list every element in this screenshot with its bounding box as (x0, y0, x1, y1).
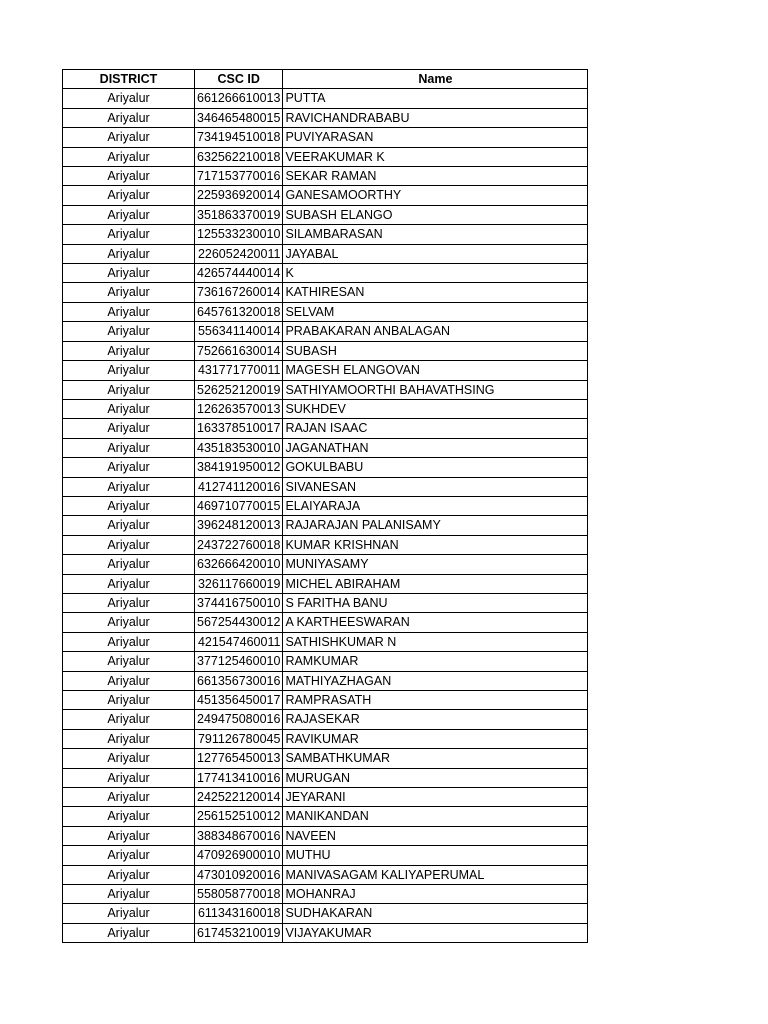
csc-id-cell: 412741120016 (195, 477, 283, 496)
name-cell: S FARITHA BANU (283, 593, 588, 612)
district-cell: Ariyalur (63, 593, 195, 612)
name-cell: SUKHDEV (283, 399, 588, 418)
district-cell: Ariyalur (63, 788, 195, 807)
csc-id-cell: 426574440014 (195, 264, 283, 283)
csc-id-cell: 243722760018 (195, 535, 283, 554)
name-cell: PUTTA (283, 89, 588, 108)
district-cell: Ariyalur (63, 477, 195, 496)
district-cell: Ariyalur (63, 904, 195, 923)
csc-id-cell: 661266610013 (195, 89, 283, 108)
csc-id-cell: 163378510017 (195, 419, 283, 438)
csc-id-cell: 388348670016 (195, 826, 283, 845)
table-row (63, 710, 588, 729)
csc-id-cell: 177413410016 (195, 768, 283, 787)
district-cell: Ariyalur (63, 749, 195, 768)
csc-id-cell: 473010920016 (195, 865, 283, 884)
table-row (63, 593, 588, 612)
name-cell: MOHANRAJ (283, 885, 588, 904)
district-cell: Ariyalur (63, 865, 195, 884)
table-row (63, 477, 588, 496)
table-row (63, 846, 588, 865)
name-cell: MANIVASAGAM KALIYAPERUMAL (283, 865, 588, 884)
district-cell: Ariyalur (63, 283, 195, 302)
district-cell: Ariyalur (63, 419, 195, 438)
district-cell: Ariyalur (63, 302, 195, 321)
table-row (63, 89, 588, 108)
csc-id-cell: 226052420011 (195, 244, 283, 263)
table-row (63, 632, 588, 651)
district-cell: Ariyalur (63, 496, 195, 515)
table-row (63, 380, 588, 399)
name-cell: SATHIYAMOORTHI BAHAVATHSING (283, 380, 588, 399)
table-row (63, 419, 588, 438)
name-cell: RAVIKUMAR (283, 729, 588, 748)
table-row (63, 904, 588, 923)
csc-id-cell: 421547460011 (195, 632, 283, 651)
header-row (63, 70, 588, 89)
csc-id-cell: 611343160018 (195, 904, 283, 923)
table-body (63, 89, 588, 943)
table-row (63, 283, 588, 302)
district-cell: Ariyalur (63, 128, 195, 147)
table-row (63, 613, 588, 632)
district-cell: Ariyalur (63, 516, 195, 535)
csc-id-cell: 791126780045 (195, 729, 283, 748)
csc-id-cell: 617453210019 (195, 923, 283, 942)
csc-id-cell: 351863370019 (195, 205, 283, 224)
csc-id-cell: 126263570013 (195, 399, 283, 418)
name-cell: MURUGAN (283, 768, 588, 787)
csc-id-cell: 346465480015 (195, 108, 283, 127)
district-cell: Ariyalur (63, 225, 195, 244)
name-cell: JEYARANI (283, 788, 588, 807)
csc-table (62, 69, 588, 943)
table-row (63, 205, 588, 224)
table-row (63, 128, 588, 147)
table-row (63, 341, 588, 360)
table-row (63, 923, 588, 942)
table-row (63, 458, 588, 477)
name-cell: RAVICHANDRABABU (283, 108, 588, 127)
district-cell: Ariyalur (63, 574, 195, 593)
table-row (63, 535, 588, 554)
name-cell: SUBASH ELANGO (283, 205, 588, 224)
name-cell: K (283, 264, 588, 283)
csc-id-cell: 127765450013 (195, 749, 283, 768)
table-row (63, 555, 588, 574)
name-cell: SILAMBARASAN (283, 225, 588, 244)
csc-id-cell: 752661630014 (195, 341, 283, 360)
district-cell: Ariyalur (63, 147, 195, 166)
district-cell: Ariyalur (63, 632, 195, 651)
csc-id-cell: 526252120019 (195, 380, 283, 399)
district-cell: Ariyalur (63, 807, 195, 826)
name-cell: SELVAM (283, 302, 588, 321)
name-cell: MICHEL ABIRAHAM (283, 574, 588, 593)
csc-id-cell: 374416750010 (195, 593, 283, 612)
table-row (63, 885, 588, 904)
district-cell: Ariyalur (63, 399, 195, 418)
csc-id-cell: 645761320018 (195, 302, 283, 321)
district-cell: Ariyalur (63, 729, 195, 748)
table-row (63, 264, 588, 283)
district-cell: Ariyalur (63, 108, 195, 127)
district-cell: Ariyalur (63, 167, 195, 186)
csc-id-cell: 225936920014 (195, 186, 283, 205)
district-cell: Ariyalur (63, 671, 195, 690)
csc-id-cell: 736167260014 (195, 283, 283, 302)
name-cell: VIJAYAKUMAR (283, 923, 588, 942)
district-cell: Ariyalur (63, 846, 195, 865)
name-cell: RAMPRASATH (283, 691, 588, 710)
table-row (63, 399, 588, 418)
table-row (63, 768, 588, 787)
table-row (63, 361, 588, 380)
table-row (63, 574, 588, 593)
district-cell: Ariyalur (63, 438, 195, 457)
district-cell: Ariyalur (63, 768, 195, 787)
csc-id-cell: 717153770016 (195, 167, 283, 186)
district-cell: Ariyalur (63, 691, 195, 710)
name-cell: RAJARAJAN PALANISAMY (283, 516, 588, 535)
csc-id-cell: 469710770015 (195, 496, 283, 515)
district-cell: Ariyalur (63, 923, 195, 942)
district-cell: Ariyalur (63, 186, 195, 205)
district-cell: Ariyalur (63, 652, 195, 671)
table-row (63, 691, 588, 710)
name-cell: RAMKUMAR (283, 652, 588, 671)
name-cell: SIVANESAN (283, 477, 588, 496)
table-row (63, 322, 588, 341)
csc-id-cell: 451356450017 (195, 691, 283, 710)
name-cell: PRABAKARAN ANBALAGAN (283, 322, 588, 341)
table-row (63, 147, 588, 166)
csc-id-cell: 661356730016 (195, 671, 283, 690)
district-cell: Ariyalur (63, 458, 195, 477)
district-cell: Ariyalur (63, 613, 195, 632)
district-cell: Ariyalur (63, 322, 195, 341)
name-cell: VEERAKUMAR K (283, 147, 588, 166)
name-cell: JAGANATHAN (283, 438, 588, 457)
name-cell: RAJAN ISAAC (283, 419, 588, 438)
name-cell: NAVEEN (283, 826, 588, 845)
name-cell: RAJASEKAR (283, 710, 588, 729)
csc-id-cell: 125533230010 (195, 225, 283, 244)
csc-id-cell: 384191950012 (195, 458, 283, 477)
name-cell: GANESAMOORTHY (283, 186, 588, 205)
table-row (63, 652, 588, 671)
table-row (63, 244, 588, 263)
name-cell: A KARTHEESWARAN (283, 613, 588, 632)
table-row (63, 516, 588, 535)
district-cell: Ariyalur (63, 555, 195, 574)
csc-id-cell: 556341140014 (195, 322, 283, 341)
table-row (63, 108, 588, 127)
csc-id-cell: 734194510018 (195, 128, 283, 147)
name-cell: SUDHAKARAN (283, 904, 588, 923)
name-column-header: Name (283, 70, 588, 89)
district-cell: Ariyalur (63, 244, 195, 263)
name-cell: JAYABAL (283, 244, 588, 263)
table-row (63, 302, 588, 321)
table-row (63, 865, 588, 884)
table-row (63, 225, 588, 244)
csc-id-cell: 470926900010 (195, 846, 283, 865)
table-row (63, 671, 588, 690)
table-row (63, 167, 588, 186)
table-row (63, 807, 588, 826)
name-cell: MUTHU (283, 846, 588, 865)
name-cell: SATHISHKUMAR N (283, 632, 588, 651)
csc-id-cell: 326117660019 (195, 574, 283, 593)
csc-id-cell: 396248120013 (195, 516, 283, 535)
name-cell: SEKAR RAMAN (283, 167, 588, 186)
name-cell: MANIKANDAN (283, 807, 588, 826)
table-row (63, 788, 588, 807)
district-cell: Ariyalur (63, 826, 195, 845)
name-cell: MATHIYAZHAGAN (283, 671, 588, 690)
name-cell: MUNIYASAMY (283, 555, 588, 574)
csc-id-cell: 242522120014 (195, 788, 283, 807)
district-cell: Ariyalur (63, 89, 195, 108)
csc-id-cell: 567254430012 (195, 613, 283, 632)
name-cell: KUMAR KRISHNAN (283, 535, 588, 554)
csc-id-cell: 377125460010 (195, 652, 283, 671)
district-cell: Ariyalur (63, 361, 195, 380)
name-cell: GOKULBABU (283, 458, 588, 477)
csc-id-cell: 632562210018 (195, 147, 283, 166)
table-header (63, 70, 588, 89)
district-cell: Ariyalur (63, 341, 195, 360)
district-column-header: DISTRICT (63, 70, 195, 89)
name-cell: MAGESH ELANGOVAN (283, 361, 588, 380)
csc-id-cell: 256152510012 (195, 807, 283, 826)
district-cell: Ariyalur (63, 535, 195, 554)
csc-id-cell: 431771770011 (195, 361, 283, 380)
table-row (63, 496, 588, 515)
name-cell: KATHIRESAN (283, 283, 588, 302)
table-row (63, 749, 588, 768)
table-row (63, 438, 588, 457)
table-row (63, 729, 588, 748)
table-row (63, 186, 588, 205)
csc-id-cell: 249475080016 (195, 710, 283, 729)
district-cell: Ariyalur (63, 264, 195, 283)
csc-id-cell: 435183530010 (195, 438, 283, 457)
csc-id-cell: 632666420010 (195, 555, 283, 574)
district-cell: Ariyalur (63, 710, 195, 729)
name-cell: SUBASH (283, 341, 588, 360)
name-cell: PUVIYARASAN (283, 128, 588, 147)
csc-id-cell: 558058770018 (195, 885, 283, 904)
district-cell: Ariyalur (63, 885, 195, 904)
name-cell: ELAIYARAJA (283, 496, 588, 515)
district-cell: Ariyalur (63, 380, 195, 399)
csc-id-column-header: CSC ID (195, 70, 283, 89)
name-cell: SAMBATHKUMAR (283, 749, 588, 768)
table-row (63, 826, 588, 845)
district-cell: Ariyalur (63, 205, 195, 224)
